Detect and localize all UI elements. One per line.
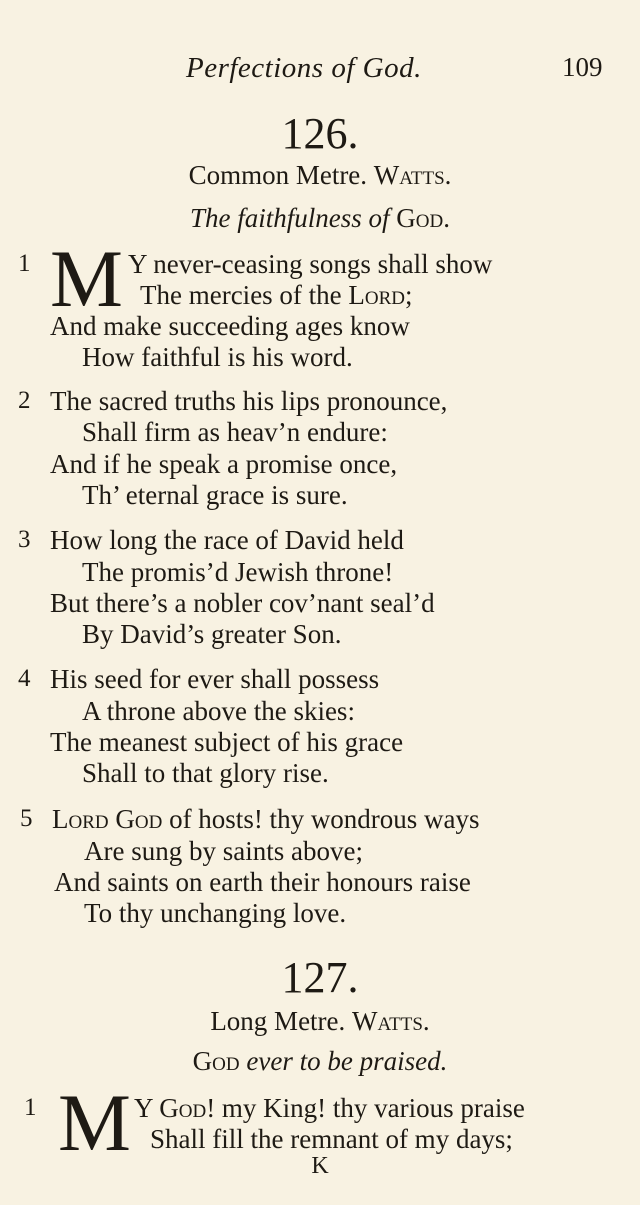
verse-number: 1 <box>24 1094 37 1121</box>
subject-caps: God <box>192 1046 240 1076</box>
author-name: Watts. <box>373 160 452 190</box>
verse-line-text: The mercies of the <box>140 280 349 310</box>
verse-line <box>140 280 413 310</box>
verse-number: 4 <box>18 665 31 692</box>
verse-line <box>52 804 480 834</box>
verse-line-text: of hosts! thy wondrous ways <box>162 804 480 834</box>
hymn-number: 126. <box>281 109 359 158</box>
verse-line: But there’s a nobler cov’nant seal’d <box>50 588 435 618</box>
verse-line: Shall to that glory rise. <box>82 758 329 788</box>
verse-line: How long the race of David held <box>50 525 404 555</box>
drop-cap: M <box>50 233 123 324</box>
meter-label: Common Metre. <box>188 160 368 190</box>
verse-line: And make succeeding ages know <box>50 311 410 341</box>
verse-line: Y never-ceasing songs shall show <box>128 249 493 279</box>
verse-line: Shall fill the remnant of my days; <box>150 1124 513 1154</box>
verse-line-text: ! my King! thy various praise <box>206 1093 525 1123</box>
verse-number: 1 <box>18 250 31 277</box>
drop-cap: M <box>58 1077 131 1168</box>
verse-line-caps: Lord God <box>52 804 163 834</box>
hymn-number: 127. <box>281 953 359 1002</box>
subject-italic: ever to be praised. <box>239 1046 448 1076</box>
verse-line <box>134 1093 525 1123</box>
verse-line-caps: Y God <box>134 1093 207 1123</box>
verse-line: And if he speak a promise once, <box>50 449 398 479</box>
verse-line: The promis’d Jewish throne! <box>82 557 394 587</box>
verse-number: 3 <box>18 526 31 553</box>
subject-caps: God. <box>396 203 450 233</box>
page-number: 109 <box>562 52 603 82</box>
verse-number: 5 <box>20 805 33 832</box>
verse-line: To thy unchanging love. <box>84 898 347 928</box>
verse-line: A throne above the skies: <box>82 696 355 726</box>
verse-line: Th’ eternal grace is sure. <box>82 480 348 510</box>
verse-line: The meanest subject of his grace <box>50 727 404 757</box>
verse-line: Are sung by saints above; <box>84 836 363 866</box>
verse-line: Shall firm as heav’n endure: <box>82 417 388 447</box>
verse-line: How faithful is his word. <box>82 342 353 372</box>
hymn-126-meter <box>0 160 640 190</box>
hymn-127-subject <box>0 1046 640 1076</box>
verse-line: And saints on earth their honours raise <box>54 867 471 897</box>
meter-label: Long Metre. <box>210 1006 346 1036</box>
hymn-126-heading <box>0 109 640 158</box>
verse-line: The sacred truths his lips pronounce, <box>50 386 448 416</box>
signature-mark: K <box>311 1153 329 1179</box>
author-name: Watts. <box>352 1006 430 1036</box>
verse-line-caps: Lord; <box>348 280 413 310</box>
running-title: Perfections of God. <box>186 52 422 84</box>
running-head <box>0 52 640 92</box>
verse-line: His seed for ever shall possess <box>50 664 380 694</box>
verse-number: 2 <box>18 387 31 414</box>
hymn-127-meter <box>0 1006 640 1036</box>
hymn-126-subject <box>0 203 640 233</box>
subject-italic: The faithfulness of <box>190 203 390 233</box>
hymn-127-heading <box>0 953 640 1002</box>
verse-line: By David’s greater Son. <box>82 619 342 649</box>
